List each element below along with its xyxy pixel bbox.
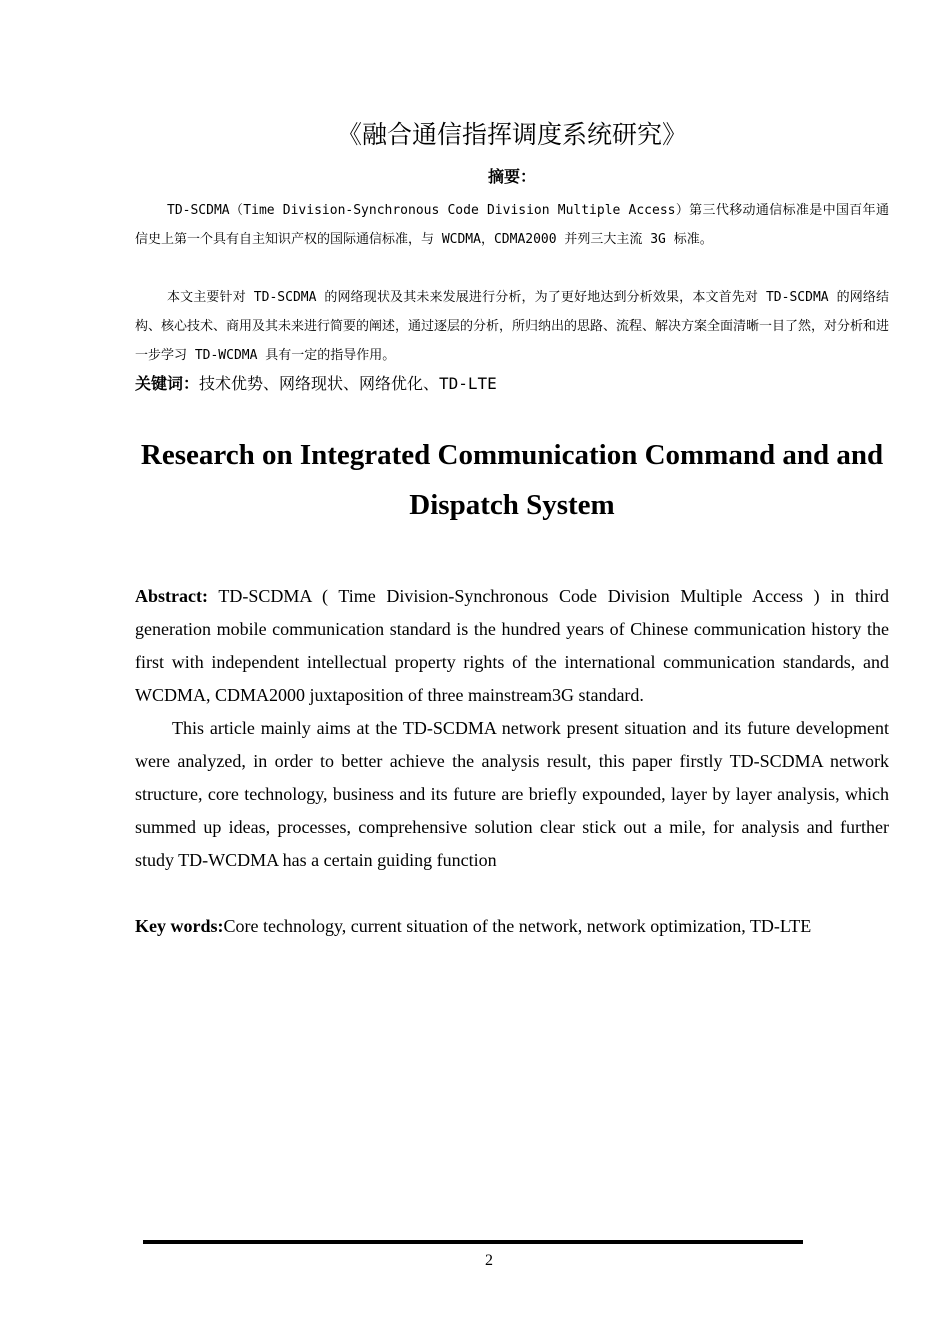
chinese-keywords-label: 关键词： (135, 374, 200, 393)
english-keywords-text: Core technology, current situation of the network, network optimization, TD-LTE (223, 916, 812, 936)
english-keywords-line (135, 910, 889, 943)
english-abstract-label: Abstract: (135, 586, 208, 606)
chinese-abstract-heading: 摘要： (487, 167, 536, 186)
english-abstract-paragraph-1 (135, 580, 889, 712)
chinese-abstract-paragraph-2: 本文主要针对 TD-SCDMA 的网络现状及其未来发展进行分析，为了更好地达到分析效果，本文首先对 TD-SCDMA 的网络结构、核心技术、商用及其未来进行简要的阐述，通过逐层的分析，所归纳出的思路、流程、解决方案全面清晰一目了然，对分析和进一步学习 TD-WCDMA 具有一定的指导作用。 (135, 290, 890, 363)
english-abstract-paragraph-2: This article mainly aims at the TD-SCDMA network present situation and its future development were analyzed, in order to better achieve the analysis result, this paper firstly TD-SCDMA network structure, core technology, business and its future are briefly expounded, layer by layer analysis, which summed up ideas, processes, comprehensive solution clear stick out a mile, for analysis and further study TD-WCDMA has a certain guiding function (135, 718, 889, 870)
footer-divider (143, 1240, 803, 1244)
english-abstract-text-1: TD-SCDMA ( Time Division-Synchronous Code Division Multiple Access ) in third generation mobile communication standard is the hundred years of Chinese communication history the first with independent intellectual property rights of the international communication standards, and WCDMA, CDMA2000 juxtaposition of three mainstream3G standard. (135, 586, 889, 705)
chinese-title: 《融合通信指挥调度系统研究》 (336, 120, 687, 149)
english-keywords-label: Key words: (135, 916, 224, 936)
chinese-abstract-paragraph-1: TD-SCDMA（Time Division-Synchronous Code Division Multiple Access）第三代移动通信标准是中国百年通信史上第一个具有自主知识产权的国际通信标准，与 WCDMA，CDMA2000 并列三大主流 3G 标准。 (135, 203, 889, 247)
chinese-keywords-text: 技术优势、网络现状、网络优化、TD-LTE (199, 374, 497, 393)
english-title: Research on Integrated Communication Command and and Dispatch System (140, 439, 884, 521)
chinese-keywords-line (135, 370, 889, 398)
page-number: 2 (485, 1252, 493, 1269)
